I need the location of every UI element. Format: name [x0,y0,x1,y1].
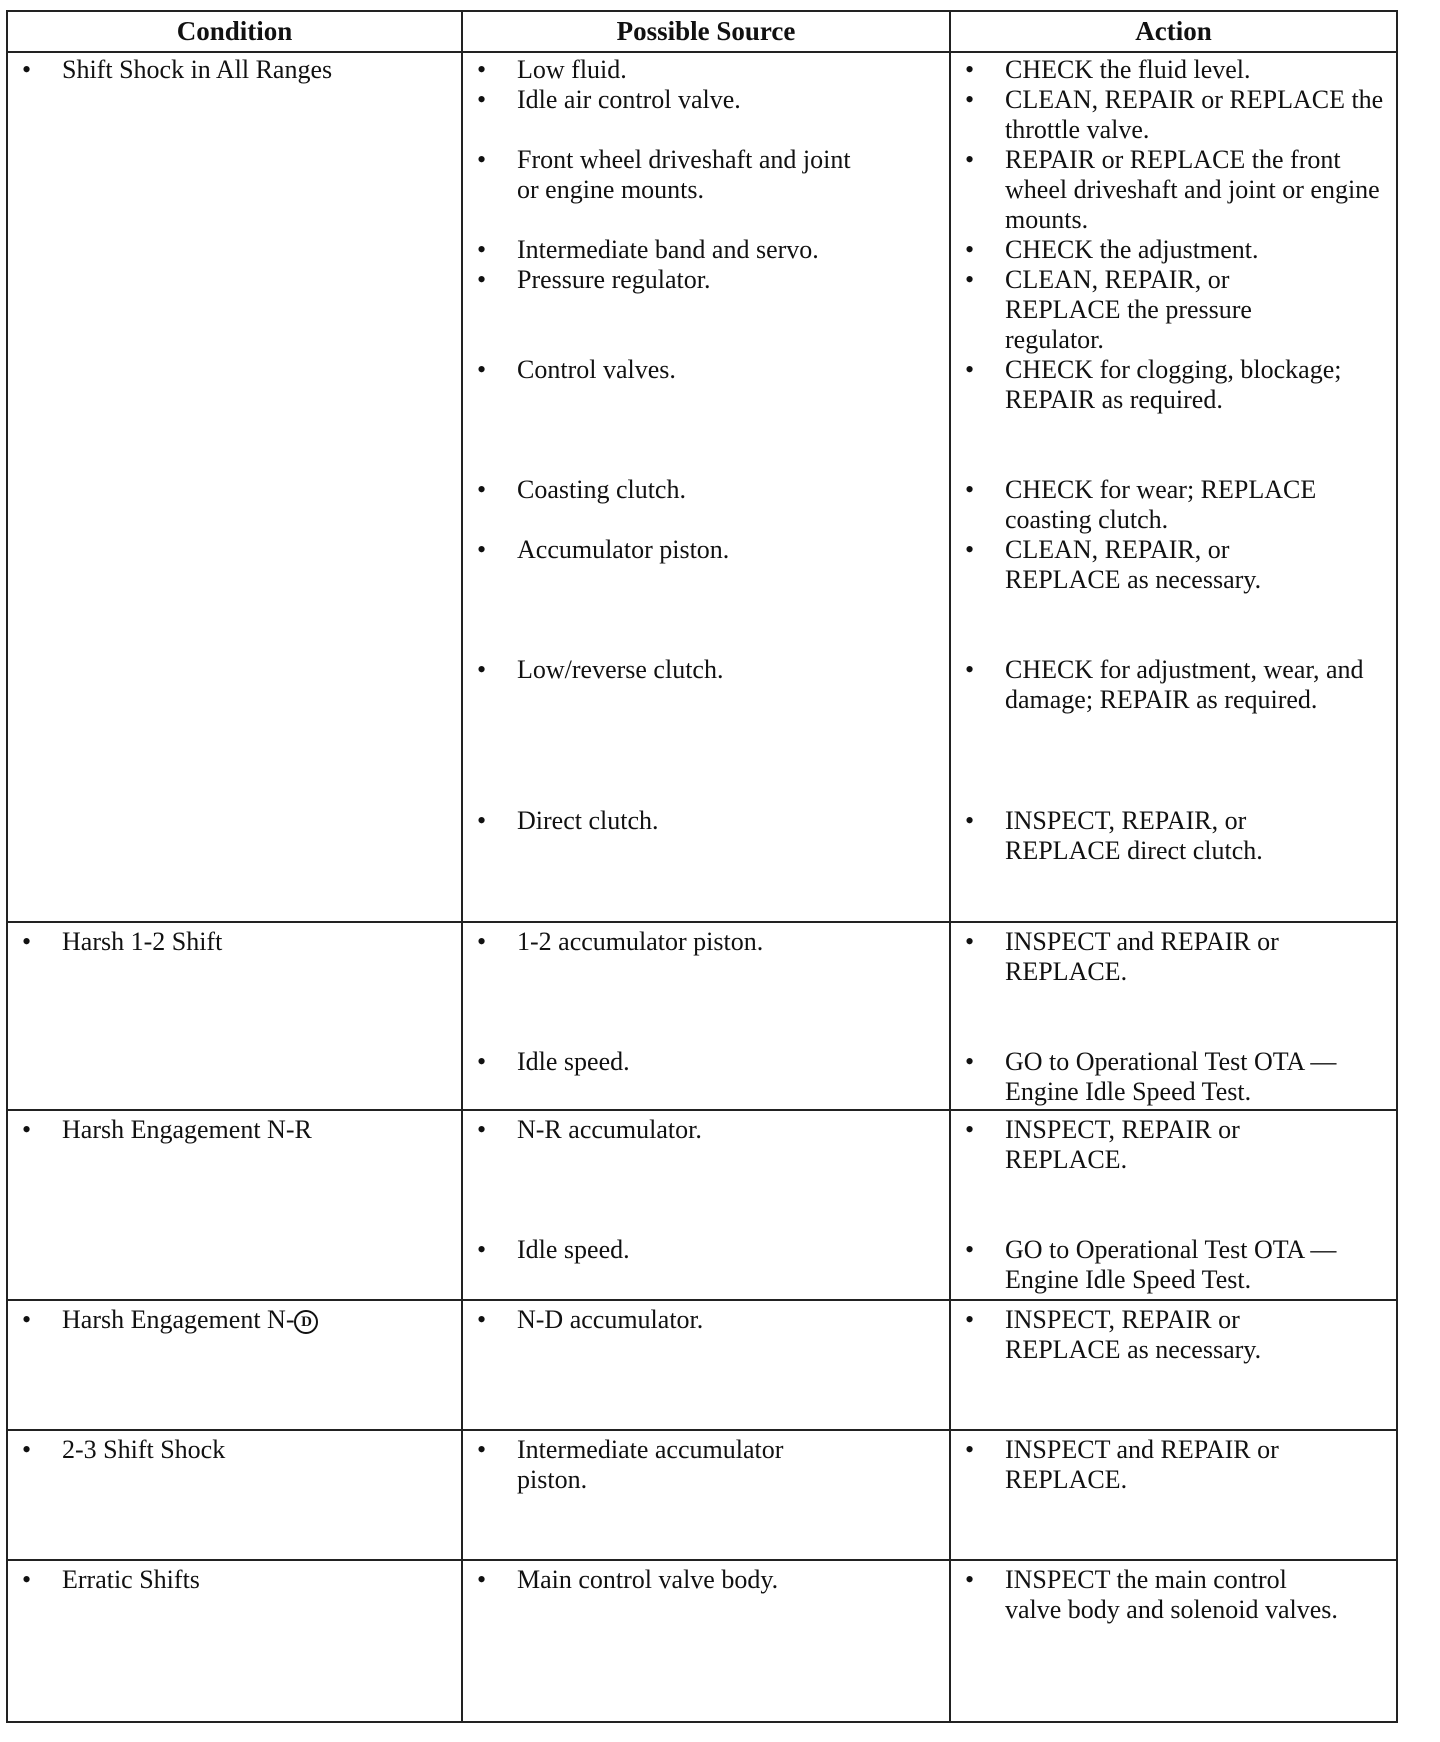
bullet-icon: • [965,235,975,264]
bullet-icon: • [965,806,975,835]
condition-item [8,1435,453,1465]
source-item [463,265,941,295]
source-text: Intermediate band and servo. [517,235,819,264]
condition-cell [7,1430,462,1560]
bullet-icon: • [22,55,32,84]
source-cell [462,922,950,1110]
source-text: Main control valve body. [517,1565,779,1594]
bullet-icon: • [477,927,487,956]
source-text: Control valves. [517,355,676,384]
action-text: GO to Operational Test OTA — Engine Idle Speed Test. [1005,1235,1337,1294]
action-text: CHECK for clogging, blockage; REPAIR as required. [1005,355,1342,414]
source-cell [462,1110,950,1300]
condition-text: Harsh Engagement N-R [62,1115,312,1144]
header-condition: Condition [7,11,462,52]
bullet-icon: • [477,1565,487,1594]
bullet-icon: • [22,1565,32,1594]
bullet-icon: • [965,1565,975,1594]
condition-text: Harsh 1-2 Shift [62,927,223,956]
source-item [463,55,941,85]
source-cell [462,1430,950,1560]
bullet-icon: • [965,145,975,174]
action-item [951,1305,1388,1365]
table-row [7,922,1397,1110]
source-text: Accumulator piston. [517,535,730,564]
source-item [463,1115,941,1145]
bullet-icon: • [477,1235,487,1264]
source-cell [462,1560,950,1722]
action-item [951,355,1388,415]
action-text: INSPECT and REPAIR or REPLACE. [1005,1435,1279,1494]
source-item [463,355,941,385]
table-row [7,1300,1397,1430]
source-text: Pressure regulator. [517,265,711,294]
action-item [951,475,1388,535]
condition-cell [7,1110,462,1300]
action-text: CHECK the fluid level. [1005,55,1251,84]
action-cell [950,1110,1397,1300]
bullet-icon: • [965,55,975,84]
action-item [951,1235,1388,1295]
source-item [463,85,941,115]
condition-text: 2-3 Shift Shock [62,1435,226,1464]
source-item [463,927,941,957]
action-text: CHECK for wear; REPLACE coasting clutch. [1005,475,1317,534]
source-text: N-D accumulator. [517,1305,704,1334]
action-cell [950,922,1397,1110]
condition-item [8,1565,453,1595]
bullet-icon: • [477,535,487,564]
bullet-icon: • [477,235,487,264]
bullet-icon: • [477,655,487,684]
source-item [463,806,941,836]
bullet-icon: • [965,1435,975,1464]
condition-item [8,927,453,957]
action-text: GO to Operational Test OTA — Engine Idle Speed Test. [1005,1047,1337,1106]
table-row [7,1560,1397,1722]
condition-item [8,55,453,85]
bullet-icon: • [477,806,487,835]
action-item [951,806,1388,866]
bullet-icon: • [22,1435,32,1464]
bullet-icon: • [477,1047,487,1076]
source-item [463,475,941,505]
action-item [951,1115,1388,1175]
bullet-icon: • [477,1305,487,1334]
header-possible-source: Possible Source [462,11,950,52]
source-item [463,1565,941,1595]
action-item [951,145,1388,235]
source-text: Front wheel driveshaft and joint or engine mounts. [517,145,851,204]
source-item [463,1305,941,1335]
bullet-icon: • [965,475,975,504]
bullet-icon: • [965,85,975,114]
condition-text: Shift Shock in All Ranges [62,55,333,84]
bullet-icon: • [22,1305,32,1334]
source-item [463,1235,941,1265]
action-item [951,655,1388,715]
source-item [463,655,941,685]
bullet-icon: • [965,927,975,956]
action-item [951,535,1388,595]
source-text: Low fluid. [517,55,627,84]
source-cell [462,52,950,922]
source-item [463,235,941,265]
action-cell [950,1560,1397,1722]
action-text: INSPECT, REPAIR, or REPLACE direct clutch. [1005,806,1263,865]
action-text: CHECK the adjustment. [1005,235,1259,264]
condition-item [8,1305,453,1335]
header-action: Action [950,11,1397,52]
bullet-icon: • [22,1115,32,1144]
action-text: CHECK for adjustment, wear, and damage; REPAIR as required. [1005,655,1364,714]
condition-text: Harsh Engagement N- D [62,1305,453,1335]
condition-text: Erratic Shifts [62,1565,200,1594]
bullet-icon: • [477,475,487,504]
bullet-icon: • [965,265,975,294]
condition-cell [7,52,462,922]
source-text: Idle speed. [517,1047,630,1076]
action-item [951,85,1388,145]
action-text: REPAIR or REPLACE the front wheel driveshaft and joint or engine mounts. [1005,145,1380,234]
action-cell [950,52,1397,922]
action-item [951,927,1388,987]
bullet-icon: • [965,355,975,384]
source-item [463,145,941,205]
action-text: INSPECT the main control valve body and solenoid valves. [1005,1565,1338,1624]
action-item [951,235,1388,265]
drive-position-symbol: D [294,1310,318,1334]
table-row [7,52,1397,922]
bullet-icon: • [22,927,32,956]
source-text: Direct clutch. [517,806,659,835]
bullet-icon: • [965,535,975,564]
source-text: 1-2 accumulator piston. [517,927,764,956]
action-item [951,1047,1388,1107]
action-text: INSPECT, REPAIR or REPLACE. [1005,1115,1240,1174]
bullet-icon: • [965,1305,975,1334]
bullet-icon: • [965,1115,975,1144]
source-item [463,1047,941,1077]
bullet-icon: • [965,1047,975,1076]
source-text: Idle speed. [517,1235,630,1264]
bullet-icon: • [477,85,487,114]
action-text: CLEAN, REPAIR or REPLACE the throttle valve. [1005,85,1384,144]
condition-cell [7,1560,462,1722]
bullet-icon: • [477,355,487,384]
table-header-row [7,11,1397,52]
source-item [463,1435,941,1495]
condition-cell [7,922,462,1110]
condition-cell [7,1300,462,1430]
source-item [463,535,941,565]
action-item [951,1565,1388,1625]
bullet-icon: • [477,1435,487,1464]
source-text: Coasting clutch. [517,475,686,504]
source-text: N-R accumulator. [517,1115,702,1144]
bullet-icon: • [477,55,487,84]
source-cell [462,1300,950,1430]
action-text: INSPECT, REPAIR or REPLACE as necessary. [1005,1305,1262,1364]
bullet-icon: • [477,265,487,294]
table-row [7,1430,1397,1560]
bullet-icon: • [965,1235,975,1264]
diagnosis-table [6,10,1398,1723]
action-item [951,265,1388,355]
action-cell [950,1300,1397,1430]
source-text: Idle air control valve. [517,85,741,114]
bullet-icon: • [965,655,975,684]
action-text: CLEAN, REPAIR, or REPLACE the pressure regulator. [1005,265,1252,354]
action-cell [950,1430,1397,1560]
condition-item [8,1115,453,1145]
bullet-icon: • [477,1115,487,1144]
action-item [951,1435,1388,1495]
source-text: Intermediate accumulator piston. [517,1435,784,1494]
source-text: Low/reverse clutch. [517,655,724,684]
table-row [7,1110,1397,1300]
action-text: CLEAN, REPAIR, or REPLACE as necessary. [1005,535,1262,594]
bullet-icon: • [477,145,487,174]
action-item [951,55,1388,85]
action-text: INSPECT and REPAIR or REPLACE. [1005,927,1279,986]
